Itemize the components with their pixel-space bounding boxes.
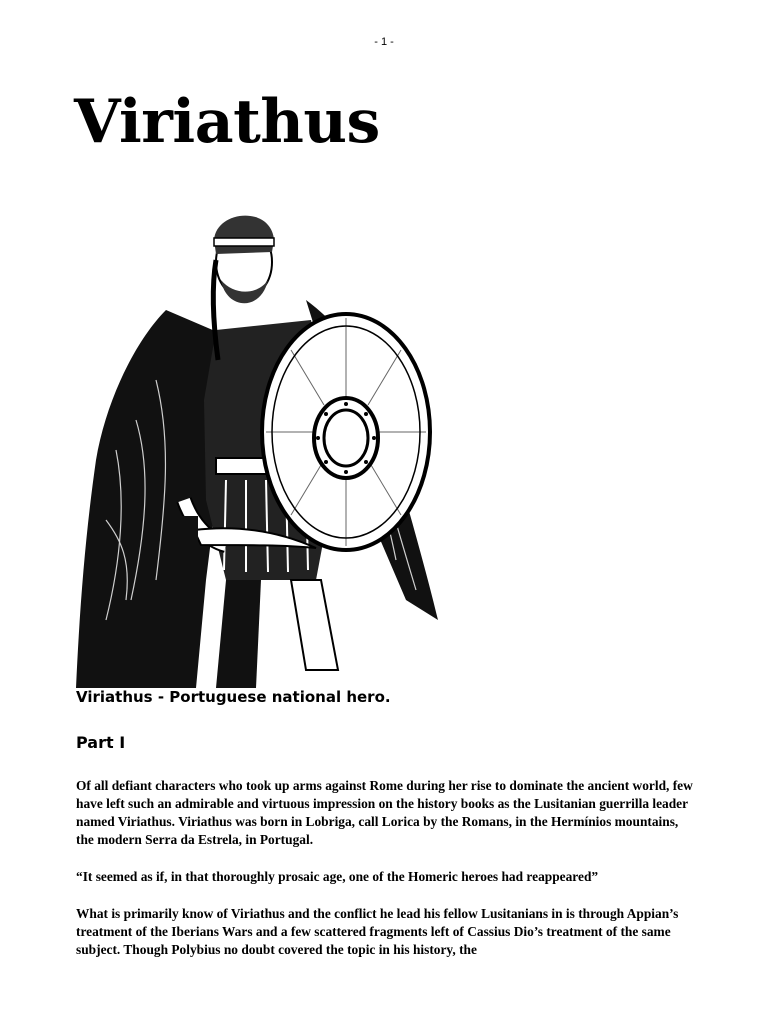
body-paragraph-quote: “It seemed as if, in that thoroughly prosaic age, one of the Homeric heroes had reappeared” xyxy=(76,869,599,884)
warrior-illustration xyxy=(76,200,444,688)
body-paragraph-1: Of all defiant characters who took up arms against Rome during her rise to dominate the ancient world, few have left such an admirable and virtuous impression on the history books as the Lusitanian guerrilla leader named Viriathus. Viriathus was born in Lobriga, call Lorica by the Romans, in the Hermínios mountains, the modern Serra da Estrela, in Portugal. xyxy=(76,778,693,847)
page-number: - 1 - xyxy=(374,36,394,48)
section-heading: Part I xyxy=(76,733,126,752)
illustration-caption: Viriathus - Portuguese national hero. xyxy=(76,688,391,706)
body-paragraph-3: What is primarily know of Viriathus and the conflict he lead his fellow Lusitanians in is through Appian’s treatment of the Iberians Wars and a few scattered fragments left of Cassius Dio’s treatment of the same subject. Though Polybius no doubt covered the topic in his history, the xyxy=(76,906,679,957)
page-title: Viriathus xyxy=(74,87,380,157)
